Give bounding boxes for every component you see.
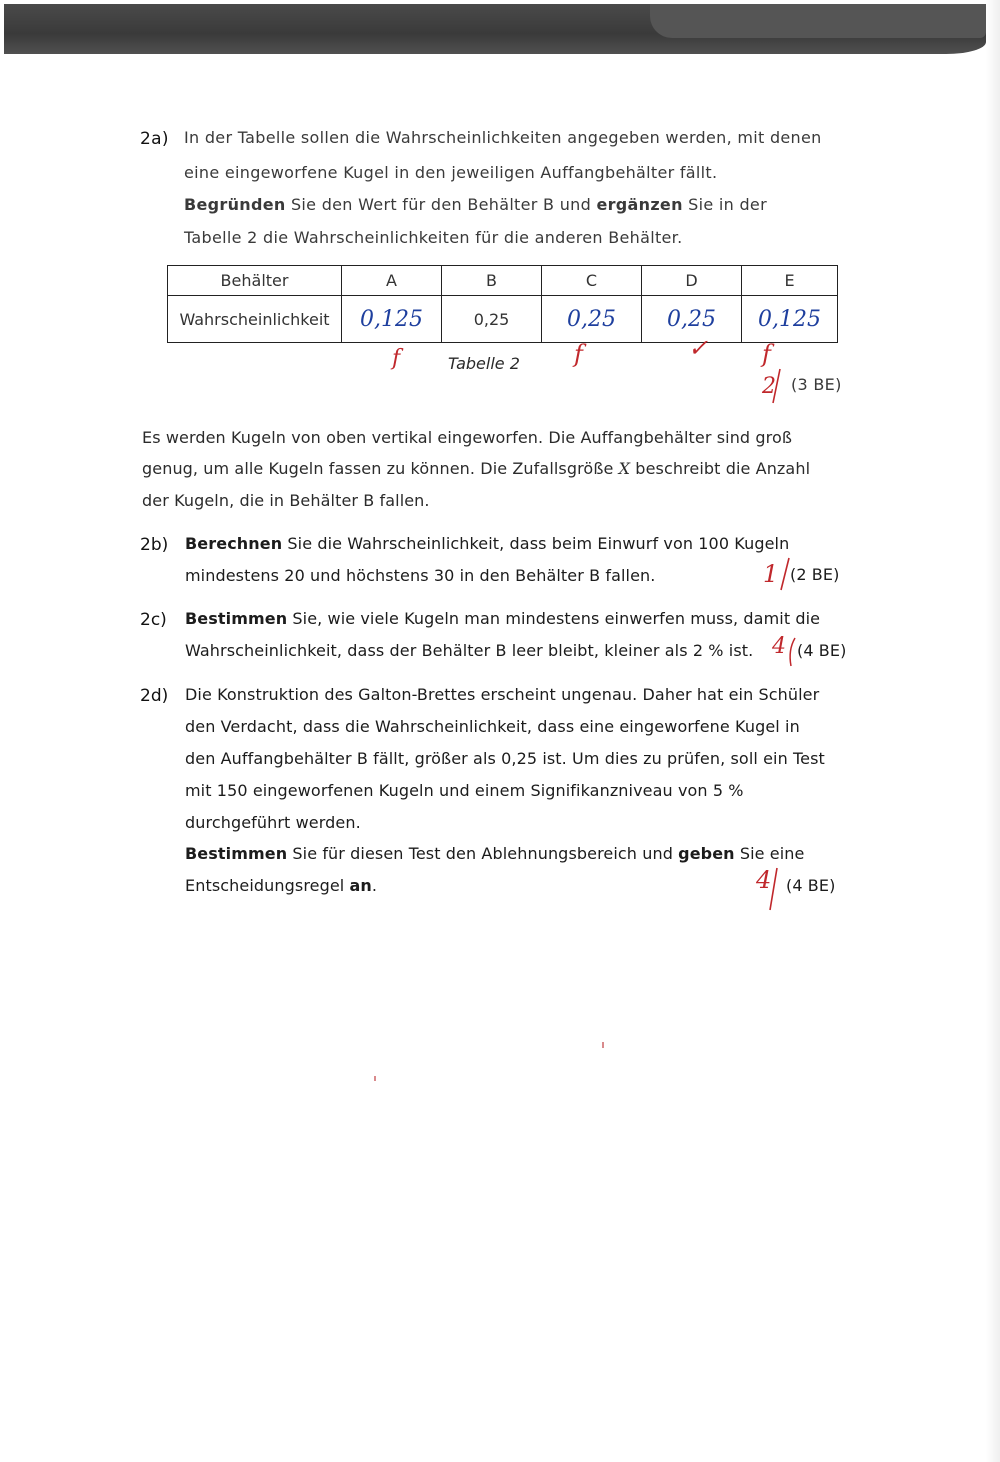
header-cell-c: C	[542, 266, 642, 296]
handwritten-value-d: 0,25	[667, 306, 716, 332]
table-value-row	[168, 296, 838, 343]
task-2a-line-3	[184, 195, 767, 215]
handwritten-value-c: 0,25	[567, 306, 616, 332]
correction-mark-a: f	[392, 346, 401, 371]
task-2b-line-2: mindestens 20 und höchstens 30 in den Behälter B fallen.	[185, 566, 656, 585]
task-2d-line-5: durchgeführt werden.	[185, 813, 361, 832]
value-cell-b: 0,25	[442, 296, 542, 343]
task-2d-line-1: Die Konstruktion des Galton-Brettes erscheint ungenau. Daher hat ein Schüler	[185, 685, 820, 704]
correction-mark-c: f	[574, 340, 583, 368]
intro-line-3: der Kugeln, die in Behälter B fallen.	[142, 491, 430, 510]
task-2c-line-1	[185, 609, 820, 629]
task-2c-line-2: Wahrscheinlichkeit, dass der Behälter B leer bleibt, kleiner als 2 % ist.	[185, 641, 754, 660]
task-2d-line-3: den Auffangbehälter B fällt, größer als 0,25 ist. Um dies zu prüfen, soll ein Test	[185, 749, 825, 768]
task-2d-line-4: mit 150 eingeworfenen Kugeln und einem Signifikanzniveau von 5 %	[185, 781, 744, 800]
value-cell-a	[342, 296, 442, 343]
keyword-ergaenzen: ergänzen	[596, 195, 683, 214]
task-2c-line-1-rest: Sie, wie viele Kugeln man mindestens einwerfen muss, damit die	[287, 609, 821, 628]
value-cell-c	[542, 296, 642, 343]
be-2d: (4 BE)	[786, 876, 836, 895]
stray-mark	[602, 1042, 604, 1048]
score-2c-handwritten: 4	[772, 634, 786, 659]
task-2a-line-3-end: Sie in der	[682, 195, 767, 214]
intro-line-2-a: genug, um alle Kugeln fassen zu können. Die Zufallsgröße	[142, 459, 619, 478]
row-label-cell: Wahrscheinlichkeit	[168, 296, 342, 343]
intro-line-2-b: beschreibt die Anzahl	[630, 459, 811, 478]
table-header-row	[168, 266, 838, 296]
score-2d-slash	[766, 866, 780, 912]
probability-table	[167, 265, 838, 343]
score-2d-handwritten: 4	[756, 866, 772, 894]
task-2d-line-7	[185, 876, 377, 896]
scan-shadow-bar-right	[650, 4, 986, 38]
task-2c-label: 2c)	[140, 610, 167, 630]
task-2d-line-7-end: .	[371, 876, 378, 895]
value-cell-e	[742, 296, 838, 343]
task-2d-line-2: den Verdacht, dass die Wahrscheinlichkeit, dass eine eingeworfene Kugel in	[185, 717, 800, 736]
be-2a: (3 BE)	[791, 375, 842, 394]
intro-line-2	[142, 459, 810, 479]
correction-mark-d: ✓	[688, 334, 709, 362]
handwritten-value-e: 0,125	[758, 306, 821, 332]
correction-mark-e: f	[762, 340, 771, 368]
keyword-bestimmen-2d: Bestimmen	[185, 844, 288, 863]
task-2b-line-1-rest: Sie die Wahrscheinlichkeit, dass beim Einwurf von 100 Kugeln	[282, 534, 790, 553]
task-2a-line-2: eine eingeworfene Kugel in den jeweiligen Auffangbehälter fällt.	[184, 163, 718, 182]
header-cell-a: A	[342, 266, 442, 296]
score-2a-handwritten: 2	[762, 374, 776, 399]
variable-x: X	[618, 459, 631, 478]
keyword-begruenden: Begründen	[184, 195, 286, 214]
keyword-geben: geben	[678, 844, 735, 863]
keyword-berechnen: Berechnen	[185, 534, 283, 553]
score-2b-handwritten: 1	[763, 560, 779, 588]
stray-mark	[374, 1076, 376, 1081]
page-edge-shadow	[986, 0, 1000, 1462]
task-2b-label: 2b)	[140, 535, 169, 555]
keyword-bestimmen: Bestimmen	[185, 609, 288, 628]
header-label-cell: Behälter	[168, 266, 342, 296]
task-2d-line-6-end: Sie eine	[734, 844, 805, 863]
header-cell-b: B	[442, 266, 542, 296]
be-2c: (4 BE)	[797, 641, 847, 660]
keyword-an: an	[349, 876, 372, 895]
task-2a-line-4: Tabelle 2 die Wahrscheinlichkeiten für die anderen Behälter.	[184, 228, 683, 247]
task-2d-line-6	[185, 844, 804, 864]
handwritten-value-a: 0,125	[360, 306, 423, 332]
header-cell-e: E	[742, 266, 838, 296]
task-2a-line-3-mid: Sie den Wert für den Behälter B und	[285, 195, 597, 214]
task-2a-line-1: In der Tabelle sollen die Wahrscheinlichkeiten angegeben werden, mit denen	[184, 128, 822, 147]
be-2b: (2 BE)	[790, 565, 840, 584]
intro-line-1: Es werden Kugeln von oben vertikal eingeworfen. Die Auffangbehälter sind groß	[142, 428, 793, 447]
header-cell-d: D	[642, 266, 742, 296]
task-2d-line-7-a: Entscheidungsregel	[185, 876, 350, 895]
task-2a-label: 2a)	[140, 129, 169, 149]
score-2a-slash	[768, 366, 784, 406]
table-caption: Tabelle 2	[448, 354, 520, 373]
task-2d-line-6-mid: Sie für diesen Test den Ablehnungsbereich und	[287, 844, 679, 863]
task-2d-label: 2d)	[140, 686, 169, 706]
task-2b-line-1	[185, 534, 789, 554]
